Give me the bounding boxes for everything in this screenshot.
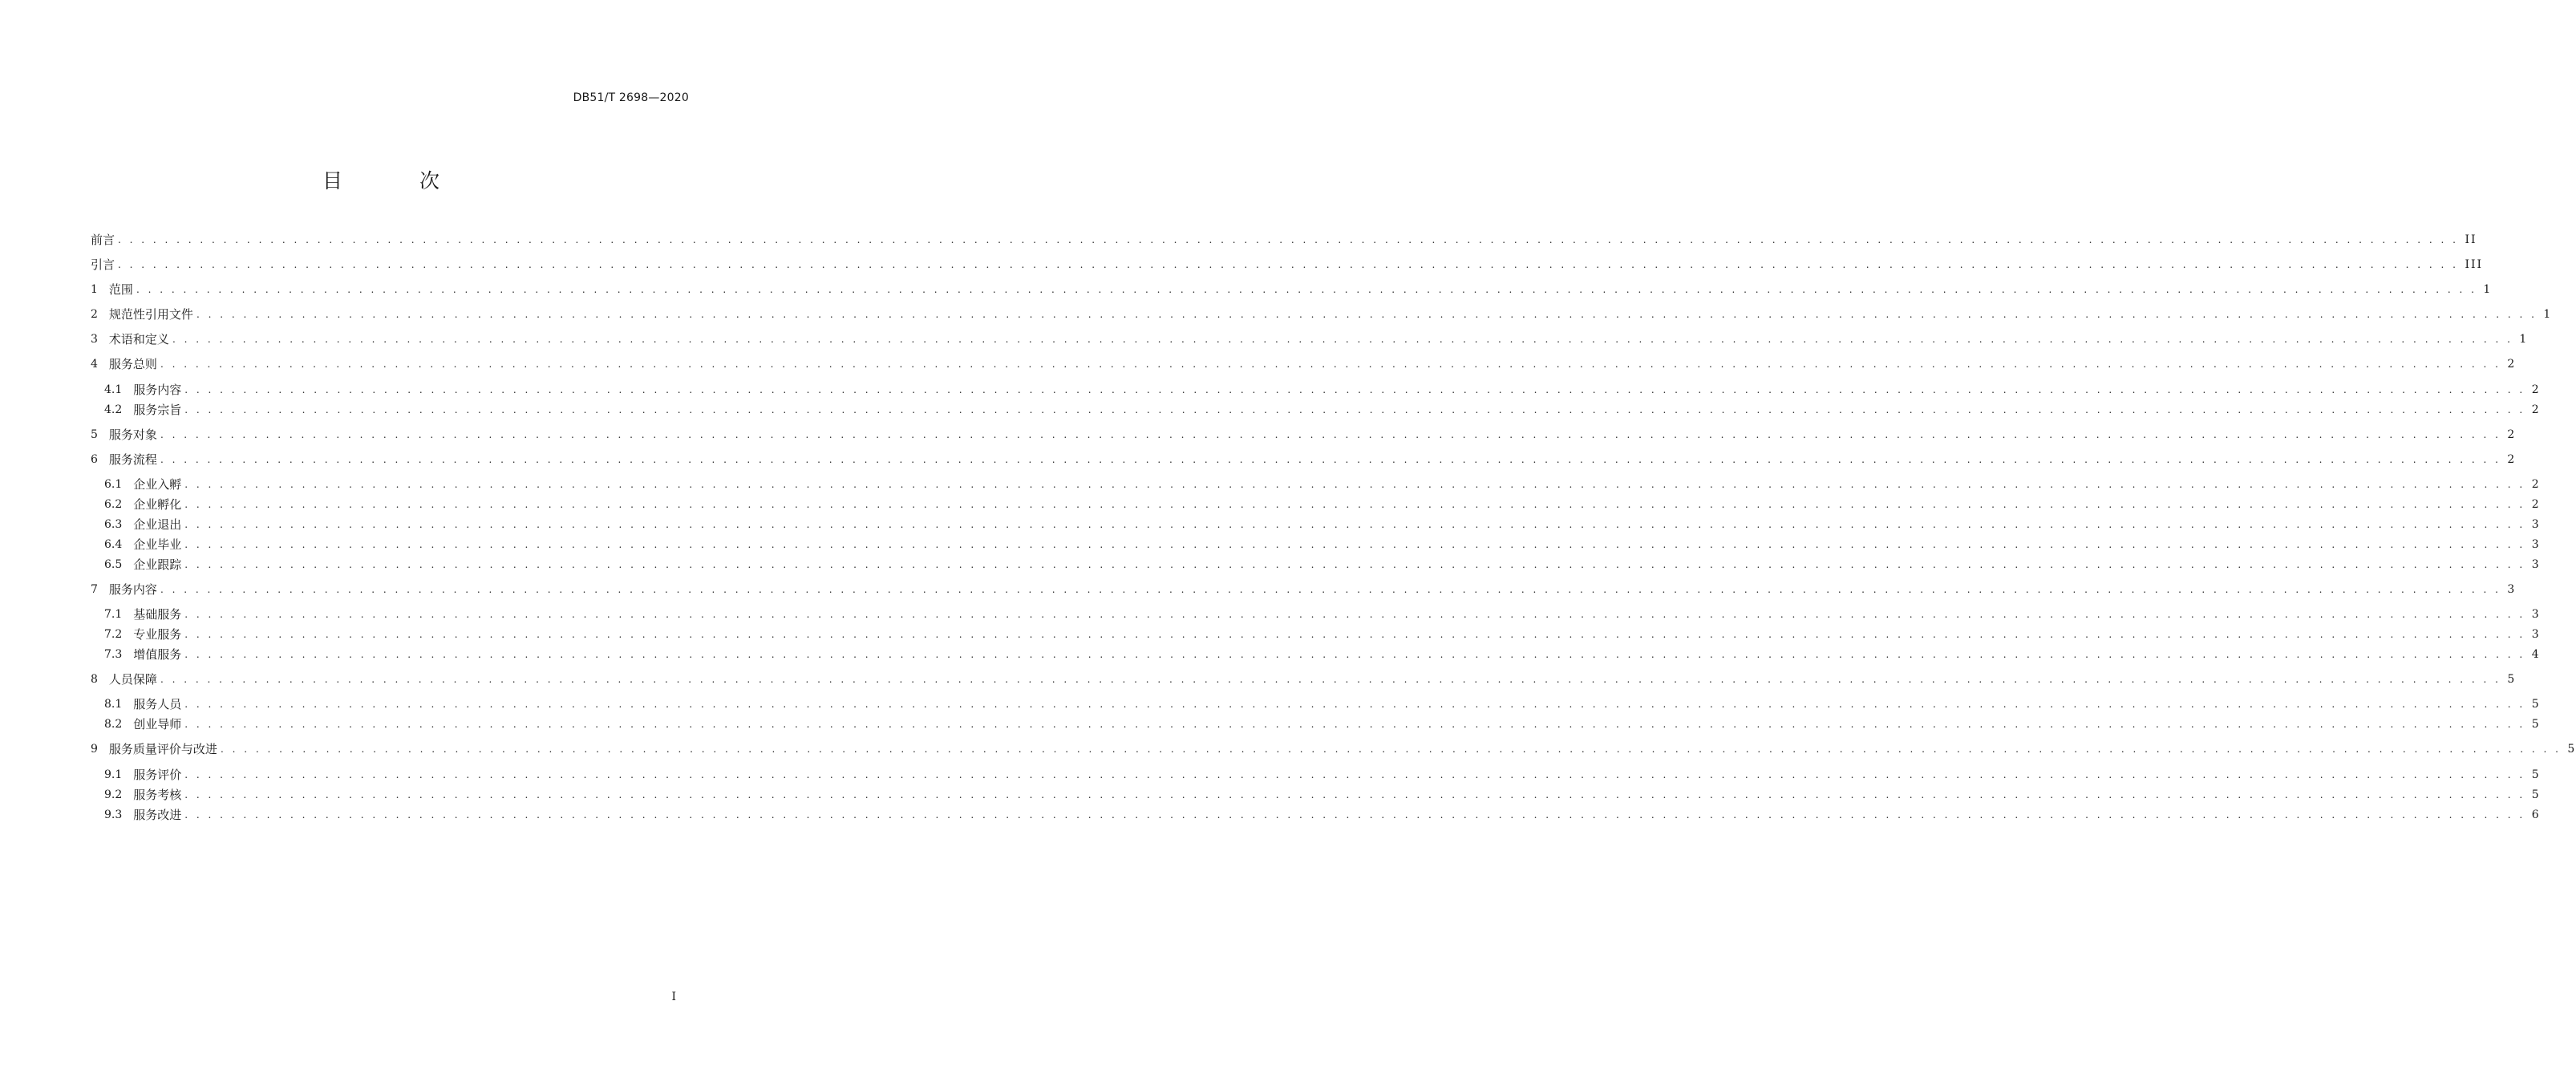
toc-entry-label: 规范性引用文件 <box>108 307 193 322</box>
toc-entry[interactable] <box>104 786 2541 804</box>
toc-entry-page: III <box>2465 258 2484 271</box>
toc-entry-label: 范围 <box>108 282 133 297</box>
toc-entry-label: 服务人员 <box>133 697 182 711</box>
toc-entry[interactable] <box>91 306 2553 323</box>
page-number: I <box>671 991 676 1003</box>
toc-leader-dots: . . . . . . . . . . . . . . . . . . . . . . . . . . . . . . . . . . . . . . . . . . . . . . . . . . . . . . . . . . . . . . . . . . . . . . . . . . . . . . . . . . . . . . . . . . . . . . . . . . . . . . . . . . . . . . . . . . . . . . . . . . . . . . . . . . . . . . . . . . . . . . . . . . . . . . . . . . . . . . . . . . . . . . . . . . . . . . . . . . . . . . . . . . . . . . . . . . . . . . . . <box>184 629 2525 640</box>
toc-entry[interactable] <box>91 581 2517 598</box>
toc-entry[interactable] <box>91 426 2517 444</box>
toc-entry-page: 1 <box>2543 308 2553 321</box>
toc-entry-number: 9.1 <box>104 768 123 781</box>
toc-entry-number: 2 <box>91 308 98 321</box>
toc-leader-dots: . . . . . . . . . . . . . . . . . . . . . . . . . . . . . . . . . . . . . . . . . . . . . . . . . . . . . . . . . . . . . . . . . . . . . . . . . . . . . . . . . . . . . . . . . . . . . . . . . . . . . . . . . . . . . . . . . . . . . . . . . . . . . . . . . . . . . . . . . . . . . . . . . . . . . . . . . . . . . . . . . . . . . . . . . . . . . . . . . . . . . . . . . . . . . . . . . . . . . . . . <box>118 259 2459 270</box>
toc-entry-page: 3 <box>2531 628 2541 641</box>
toc-entry-number: 7 <box>91 583 98 596</box>
toc-entry-page: 5 <box>2531 698 2541 711</box>
toc-entry-label: 服务内容 <box>108 582 157 597</box>
toc-leader-dots: . . . . . . . . . . . . . . . . . . . . . . . . . . . . . . . . . . . . . . . . . . . . . . . . . . . . . . . . . . . . . . . . . . . . . . . . . . . . . . . . . . . . . . . . . . . . . . . . . . . . . . . . . . . . . . . . . . . . . . . . . . . . . . . . . . . . . . . . . . . . . . . . . . . . . . . . . . . . . . . . . . . . . . . . . . . . . . . . . . . . . . . . . . . . . . . . . . . . . . . . <box>196 309 2538 320</box>
toc-entry-number: 6.5 <box>104 558 123 571</box>
toc-entry-label: 服务内容 <box>133 383 182 397</box>
toc-entry[interactable] <box>91 355 2517 373</box>
toc-leader-dots: . . . . . . . . . . . . . . . . . . . . . . . . . . . . . . . . . . . . . . . . . . . . . . . . . . . . . . . . . . . . . . . . . . . . . . . . . . . . . . . . . . . . . . . . . . . . . . . . . . . . . . . . . . . . . . . . . . . . . . . . . . . . . . . . . . . . . . . . . . . . . . . . . . . . . . . . . . . . . . . . . . . . . . . . . . . . . . . . . . . . . . . . . . . . . . . . . . . . . . . . <box>184 519 2525 530</box>
toc-entry-number: 9.3 <box>104 808 123 821</box>
toc-entry-label: 术语和定义 <box>108 332 169 346</box>
toc-leader-dots: . . . . . . . . . . . . . . . . . . . . . . . . . . . . . . . . . . . . . . . . . . . . . . . . . . . . . . . . . . . . . . . . . . . . . . . . . . . . . . . . . . . . . . . . . . . . . . . . . . . . . . . . . . . . . . . . . . . . . . . . . . . . . . . . . . . . . . . . . . . . . . . . . . . . . . . . . . . . . . . . . . . . . . . . . . . . . . . . . . . . . . . . . . . . . . . . . . . . . . . . <box>184 499 2525 510</box>
toc-entry-number: 7.2 <box>104 628 123 641</box>
toc-leader-dots: . . . . . . . . . . . . . . . . . . . . . . . . . . . . . . . . . . . . . . . . . . . . . . . . . . . . . . . . . . . . . . . . . . . . . . . . . . . . . . . . . . . . . . . . . . . . . . . . . . . . . . . . . . . . . . . . . . . . . . . . . . . . . . . . . . . . . . . . . . . . . . . . . . . . . . . . . . . . . . . . . . . . . . . . . . . . . . . . . . . . . . . . . . . . . . . . . . . . . . . . <box>160 454 2501 465</box>
toc-entry-page: 3 <box>2507 583 2517 596</box>
toc-leader-dots: . . . . . . . . . . . . . . . . . . . . . . . . . . . . . . . . . . . . . . . . . . . . . . . . . . . . . . . . . . . . . . . . . . . . . . . . . . . . . . . . . . . . . . . . . . . . . . . . . . . . . . . . . . . . . . . . . . . . . . . . . . . . . . . . . . . . . . . . . . . . . . . . . . . . . . . . . . . . . . . . . . . . . . . . . . . . . . . . . . . . . . . . . . . . . . . . . . . . . . . . <box>184 609 2525 620</box>
toc-entry-page: 5 <box>2531 768 2541 781</box>
toc-entry-number: 7.1 <box>104 608 123 621</box>
toc-leader-dots: . . . . . . . . . . . . . . . . . . . . . . . . . . . . . . . . . . . . . . . . . . . . . . . . . . . . . . . . . . . . . . . . . . . . . . . . . . . . . . . . . . . . . . . . . . . . . . . . . . . . . . . . . . . . . . . . . . . . . . . . . . . . . . . . . . . . . . . . . . . . . . . . . . . . . . . . . . . . . . . . . . . . . . . . . . . . . . . . . . . . . . . . . . . . . . . . . . . . . . . . <box>184 719 2525 730</box>
toc-entry-page: 2 <box>2531 498 2541 511</box>
toc-entry-label: 专业服务 <box>133 627 182 642</box>
toc-leader-dots: . . . . . . . . . . . . . . . . . . . . . . . . . . . . . . . . . . . . . . . . . . . . . . . . . . . . . . . . . . . . . . . . . . . . . . . . . . . . . . . . . . . . . . . . . . . . . . . . . . . . . . . . . . . . . . . . . . . . . . . . . . . . . . . . . . . . . . . . . . . . . . . . . . . . . . . . . . . . . . . . . . . . . . . . . . . . . . . . . . . . . . . . . . . . . . . . . . . . . . . . <box>160 359 2501 370</box>
toc-entry-number: 9.2 <box>104 788 123 801</box>
toc-entry[interactable] <box>104 806 2541 824</box>
toc-entry-page: 5 <box>2567 743 2576 756</box>
toc-entry-page: 2 <box>2531 478 2541 491</box>
toc-entry-page: II <box>2465 233 2477 246</box>
toc-entry-label: 服务考核 <box>133 788 182 802</box>
toc-leader-dots: . . . . . . . . . . . . . . . . . . . . . . . . . . . . . . . . . . . . . . . . . . . . . . . . . . . . . . . . . . . . . . . . . . . . . . . . . . . . . . . . . . . . . . . . . . . . . . . . . . . . . . . . . . . . . . . . . . . . . . . . . . . . . . . . . . . . . . . . . . . . . . . . . . . . . . . . . . . . . . . . . . . . . . . . . . . . . . . . . . . . . . . . . . . . . . . . . . . . . . . . <box>220 744 2562 755</box>
toc-entry-page: 2 <box>2531 403 2541 416</box>
toc-entry-page: 1 <box>2519 333 2529 346</box>
toc-entry-label: 前言 <box>91 233 115 247</box>
toc-leader-dots: . . . . . . . . . . . . . . . . . . . . . . . . . . . . . . . . . . . . . . . . . . . . . . . . . . . . . . . . . . . . . . . . . . . . . . . . . . . . . . . . . . . . . . . . . . . . . . . . . . . . . . . . . . . . . . . . . . . . . . . . . . . . . . . . . . . . . . . . . . . . . . . . . . . . . . . . . . . . . . . . . . . . . . . . . . . . . . . . . . . . . . . . . . . . . . . . . . . . . . . . <box>160 584 2501 595</box>
toc-entry-page: 2 <box>2531 383 2541 396</box>
toc-leader-dots: . . . . . . . . . . . . . . . . . . . . . . . . . . . . . . . . . . . . . . . . . . . . . . . . . . . . . . . . . . . . . . . . . . . . . . . . . . . . . . . . . . . . . . . . . . . . . . . . . . . . . . . . . . . . . . . . . . . . . . . . . . . . . . . . . . . . . . . . . . . . . . . . . . . . . . . . . . . . . . . . . . . . . . . . . . . . . . . . . . . . . . . . . . . . . . . . . . . . . . . . <box>136 284 2477 295</box>
toc-entry-page: 3 <box>2531 558 2541 571</box>
toc-entry-number: 6.3 <box>104 518 123 531</box>
toc-leader-dots: . . . . . . . . . . . . . . . . . . . . . . . . . . . . . . . . . . . . . . . . . . . . . . . . . . . . . . . . . . . . . . . . . . . . . . . . . . . . . . . . . . . . . . . . . . . . . . . . . . . . . . . . . . . . . . . . . . . . . . . . . . . . . . . . . . . . . . . . . . . . . . . . . . . . . . . . . . . . . . . . . . . . . . . . . . . . . . . . . . . . . . . . . . . . . . . . . . . . . . . . <box>184 769 2525 780</box>
toc-leader-dots: . . . . . . . . . . . . . . . . . . . . . . . . . . . . . . . . . . . . . . . . . . . . . . . . . . . . . . . . . . . . . . . . . . . . . . . . . . . . . . . . . . . . . . . . . . . . . . . . . . . . . . . . . . . . . . . . . . . . . . . . . . . . . . . . . . . . . . . . . . . . . . . . . . . . . . . . . . . . . . . . . . . . . . . . . . . . . . . . . . . . . . . . . . . . . . . . . . . . . . . . <box>184 699 2525 710</box>
toc-entry[interactable] <box>104 646 2541 663</box>
toc-entry-page: 5 <box>2531 788 2541 801</box>
toc-entry-label: 企业入孵 <box>133 477 182 492</box>
toc-leader-dots: . . . . . . . . . . . . . . . . . . . . . . . . . . . . . . . . . . . . . . . . . . . . . . . . . . . . . . . . . . . . . . . . . . . . . . . . . . . . . . . . . . . . . . . . . . . . . . . . . . . . . . . . . . . . . . . . . . . . . . . . . . . . . . . . . . . . . . . . . . . . . . . . . . . . . . . . . . . . . . . . . . . . . . . . . . . . . . . . . . . . . . . . . . . . . . . . . . . . . . . . <box>160 429 2501 440</box>
toc-entry-number: 4 <box>91 358 98 371</box>
toc-entry[interactable] <box>104 626 2541 643</box>
toc-entry-label: 企业孵化 <box>133 497 182 512</box>
toc-entry-label: 服务总则 <box>108 357 157 371</box>
toc-entry-page: 3 <box>2531 608 2541 621</box>
toc-entry-page: 2 <box>2507 428 2517 441</box>
toc-entry[interactable] <box>104 381 2541 399</box>
toc-entry[interactable] <box>104 476 2541 493</box>
toc-entry-number: 6.1 <box>104 478 123 491</box>
toc-leader-dots: . . . . . . . . . . . . . . . . . . . . . . . . . . . . . . . . . . . . . . . . . . . . . . . . . . . . . . . . . . . . . . . . . . . . . . . . . . . . . . . . . . . . . . . . . . . . . . . . . . . . . . . . . . . . . . . . . . . . . . . . . . . . . . . . . . . . . . . . . . . . . . . . . . . . . . . . . . . . . . . . . . . . . . . . . . . . . . . . . . . . . . . . . . . . . . . . . . . . . . . . <box>160 674 2501 685</box>
toc-entry-page: 3 <box>2531 518 2541 531</box>
toc-leader-dots: . . . . . . . . . . . . . . . . . . . . . . . . . . . . . . . . . . . . . . . . . . . . . . . . . . . . . . . . . . . . . . . . . . . . . . . . . . . . . . . . . . . . . . . . . . . . . . . . . . . . . . . . . . . . . . . . . . . . . . . . . . . . . . . . . . . . . . . . . . . . . . . . . . . . . . . . . . . . . . . . . . . . . . . . . . . . . . . . . . . . . . . . . . . . . . . . . . . . . . . . <box>118 234 2459 245</box>
toc-entry-label: 服务改进 <box>133 808 182 822</box>
toc-leader-dots: . . . . . . . . . . . . . . . . . . . . . . . . . . . . . . . . . . . . . . . . . . . . . . . . . . . . . . . . . . . . . . . . . . . . . . . . . . . . . . . . . . . . . . . . . . . . . . . . . . . . . . . . . . . . . . . . . . . . . . . . . . . . . . . . . . . . . . . . . . . . . . . . . . . . . . . . . . . . . . . . . . . . . . . . . . . . . . . . . . . . . . . . . . . . . . . . . . . . . . . . <box>184 539 2525 550</box>
toc-leader-dots: . . . . . . . . . . . . . . . . . . . . . . . . . . . . . . . . . . . . . . . . . . . . . . . . . . . . . . . . . . . . . . . . . . . . . . . . . . . . . . . . . . . . . . . . . . . . . . . . . . . . . . . . . . . . . . . . . . . . . . . . . . . . . . . . . . . . . . . . . . . . . . . . . . . . . . . . . . . . . . . . . . . . . . . . . . . . . . . . . . . . . . . . . . . . . . . . . . . . . . . . <box>184 809 2525 821</box>
toc-entry-label: 服务宗旨 <box>133 403 182 417</box>
toc-entry-number: 8.1 <box>104 698 123 711</box>
toc-entry[interactable] <box>104 401 2541 419</box>
toc-entry[interactable] <box>104 715 2541 733</box>
toc-entry-page: 2 <box>2507 358 2517 371</box>
toc-entry-label: 基础服务 <box>133 607 182 622</box>
toc-entry-label: 引言 <box>91 257 115 272</box>
toc-entry-label: 服务评价 <box>133 768 182 782</box>
toc-entry-label: 企业跟踪 <box>133 557 182 572</box>
toc-entry-page: 5 <box>2507 673 2517 686</box>
toc-entry[interactable] <box>91 231 2477 249</box>
toc-entry-number: 7.3 <box>104 648 123 661</box>
toc-entry-number: 6 <box>91 453 98 466</box>
toc-entry-number: 4.2 <box>104 403 123 416</box>
toc-entry[interactable] <box>91 256 2484 274</box>
toc-entry[interactable] <box>104 536 2541 553</box>
toc-leader-dots: . . . . . . . . . . . . . . . . . . . . . . . . . . . . . . . . . . . . . . . . . . . . . . . . . . . . . . . . . . . . . . . . . . . . . . . . . . . . . . . . . . . . . . . . . . . . . . . . . . . . . . . . . . . . . . . . . . . . . . . . . . . . . . . . . . . . . . . . . . . . . . . . . . . . . . . . . . . . . . . . . . . . . . . . . . . . . . . . . . . . . . . . . . . . . . . . . . . . . . . . <box>184 559 2525 570</box>
toc-leader-dots: . . . . . . . . . . . . . . . . . . . . . . . . . . . . . . . . . . . . . . . . . . . . . . . . . . . . . . . . . . . . . . . . . . . . . . . . . . . . . . . . . . . . . . . . . . . . . . . . . . . . . . . . . . . . . . . . . . . . . . . . . . . . . . . . . . . . . . . . . . . . . . . . . . . . . . . . . . . . . . . . . . . . . . . . . . . . . . . . . . . . . . . . . . . . . . . . . . . . . . . . <box>184 384 2525 395</box>
toc-entry[interactable] <box>104 766 2541 784</box>
toc-entry-page: 2 <box>2507 453 2517 466</box>
toc-entry-label: 创业导师 <box>133 717 182 732</box>
toc-entry-number: 4.1 <box>104 383 123 396</box>
toc-entry-label: 增值服务 <box>133 647 182 662</box>
toc-title: 目 次 <box>322 169 475 192</box>
toc-entry[interactable] <box>91 740 2576 758</box>
toc-entry-label: 服务质量评价与改进 <box>108 742 217 756</box>
toc-entry[interactable] <box>91 281 2493 298</box>
toc-leader-dots: . . . . . . . . . . . . . . . . . . . . . . . . . . . . . . . . . . . . . . . . . . . . . . . . . . . . . . . . . . . . . . . . . . . . . . . . . . . . . . . . . . . . . . . . . . . . . . . . . . . . . . . . . . . . . . . . . . . . . . . . . . . . . . . . . . . . . . . . . . . . . . . . . . . . . . . . . . . . . . . . . . . . . . . . . . . . . . . . . . . . . . . . . . . . . . . . . . . . . . . . <box>184 789 2525 800</box>
toc-entry-label: 服务流程 <box>108 452 157 467</box>
toc-leader-dots: . . . . . . . . . . . . . . . . . . . . . . . . . . . . . . . . . . . . . . . . . . . . . . . . . . . . . . . . . . . . . . . . . . . . . . . . . . . . . . . . . . . . . . . . . . . . . . . . . . . . . . . . . . . . . . . . . . . . . . . . . . . . . . . . . . . . . . . . . . . . . . . . . . . . . . . . . . . . . . . . . . . . . . . . . . . . . . . . . . . . . . . . . . . . . . . . . . . . . . . . <box>184 649 2525 660</box>
toc-entry[interactable] <box>91 451 2517 468</box>
toc-entry-label: 服务对象 <box>108 428 157 442</box>
toc-entry-number: 3 <box>91 333 98 346</box>
toc-entry-page: 1 <box>2483 283 2493 296</box>
toc-leader-dots: . . . . . . . . . . . . . . . . . . . . . . . . . . . . . . . . . . . . . . . . . . . . . . . . . . . . . . . . . . . . . . . . . . . . . . . . . . . . . . . . . . . . . . . . . . . . . . . . . . . . . . . . . . . . . . . . . . . . . . . . . . . . . . . . . . . . . . . . . . . . . . . . . . . . . . . . . . . . . . . . . . . . . . . . . . . . . . . . . . . . . . . . . . . . . . . . . . . . . . . . <box>184 404 2525 415</box>
toc-entry-number: 8 <box>91 673 98 686</box>
toc-entry-page: 6 <box>2531 808 2541 821</box>
toc-entry-page: 4 <box>2531 648 2541 661</box>
toc-entry-label: 企业毕业 <box>133 537 182 552</box>
toc-entry[interactable] <box>104 556 2541 573</box>
document-code: DB51/T 2698—2020 <box>573 91 689 104</box>
toc-entry[interactable] <box>91 330 2529 348</box>
toc-leader-dots: . . . . . . . . . . . . . . . . . . . . . . . . . . . . . . . . . . . . . . . . . . . . . . . . . . . . . . . . . . . . . . . . . . . . . . . . . . . . . . . . . . . . . . . . . . . . . . . . . . . . . . . . . . . . . . . . . . . . . . . . . . . . . . . . . . . . . . . . . . . . . . . . . . . . . . . . . . . . . . . . . . . . . . . . . . . . . . . . . . . . . . . . . . . . . . . . . . . . . . . . <box>184 479 2525 490</box>
toc-entry[interactable] <box>104 516 2541 533</box>
toc-entry-number: 9 <box>91 743 98 756</box>
toc-entry-number: 1 <box>91 283 98 296</box>
toc-entry-number: 6.4 <box>104 538 123 551</box>
toc-entry-page: 3 <box>2531 538 2541 551</box>
toc-entry[interactable] <box>104 695 2541 713</box>
toc-entry-label: 人员保障 <box>108 672 157 687</box>
table-of-contents <box>91 0 2576 882</box>
toc-entry-label: 企业退出 <box>133 517 182 532</box>
toc-entry[interactable] <box>104 496 2541 513</box>
toc-entry[interactable] <box>91 671 2517 688</box>
toc-entry-page: 5 <box>2531 718 2541 731</box>
toc-leader-dots: . . . . . . . . . . . . . . . . . . . . . . . . . . . . . . . . . . . . . . . . . . . . . . . . . . . . . . . . . . . . . . . . . . . . . . . . . . . . . . . . . . . . . . . . . . . . . . . . . . . . . . . . . . . . . . . . . . . . . . . . . . . . . . . . . . . . . . . . . . . . . . . . . . . . . . . . . . . . . . . . . . . . . . . . . . . . . . . . . . . . . . . . . . . . . . . . . . . . . . . . <box>172 334 2513 345</box>
toc-entry-number: 6.2 <box>104 498 123 511</box>
toc-entry-number: 8.2 <box>104 718 123 731</box>
toc-entry[interactable] <box>104 606 2541 623</box>
toc-entry-number: 5 <box>91 428 98 441</box>
